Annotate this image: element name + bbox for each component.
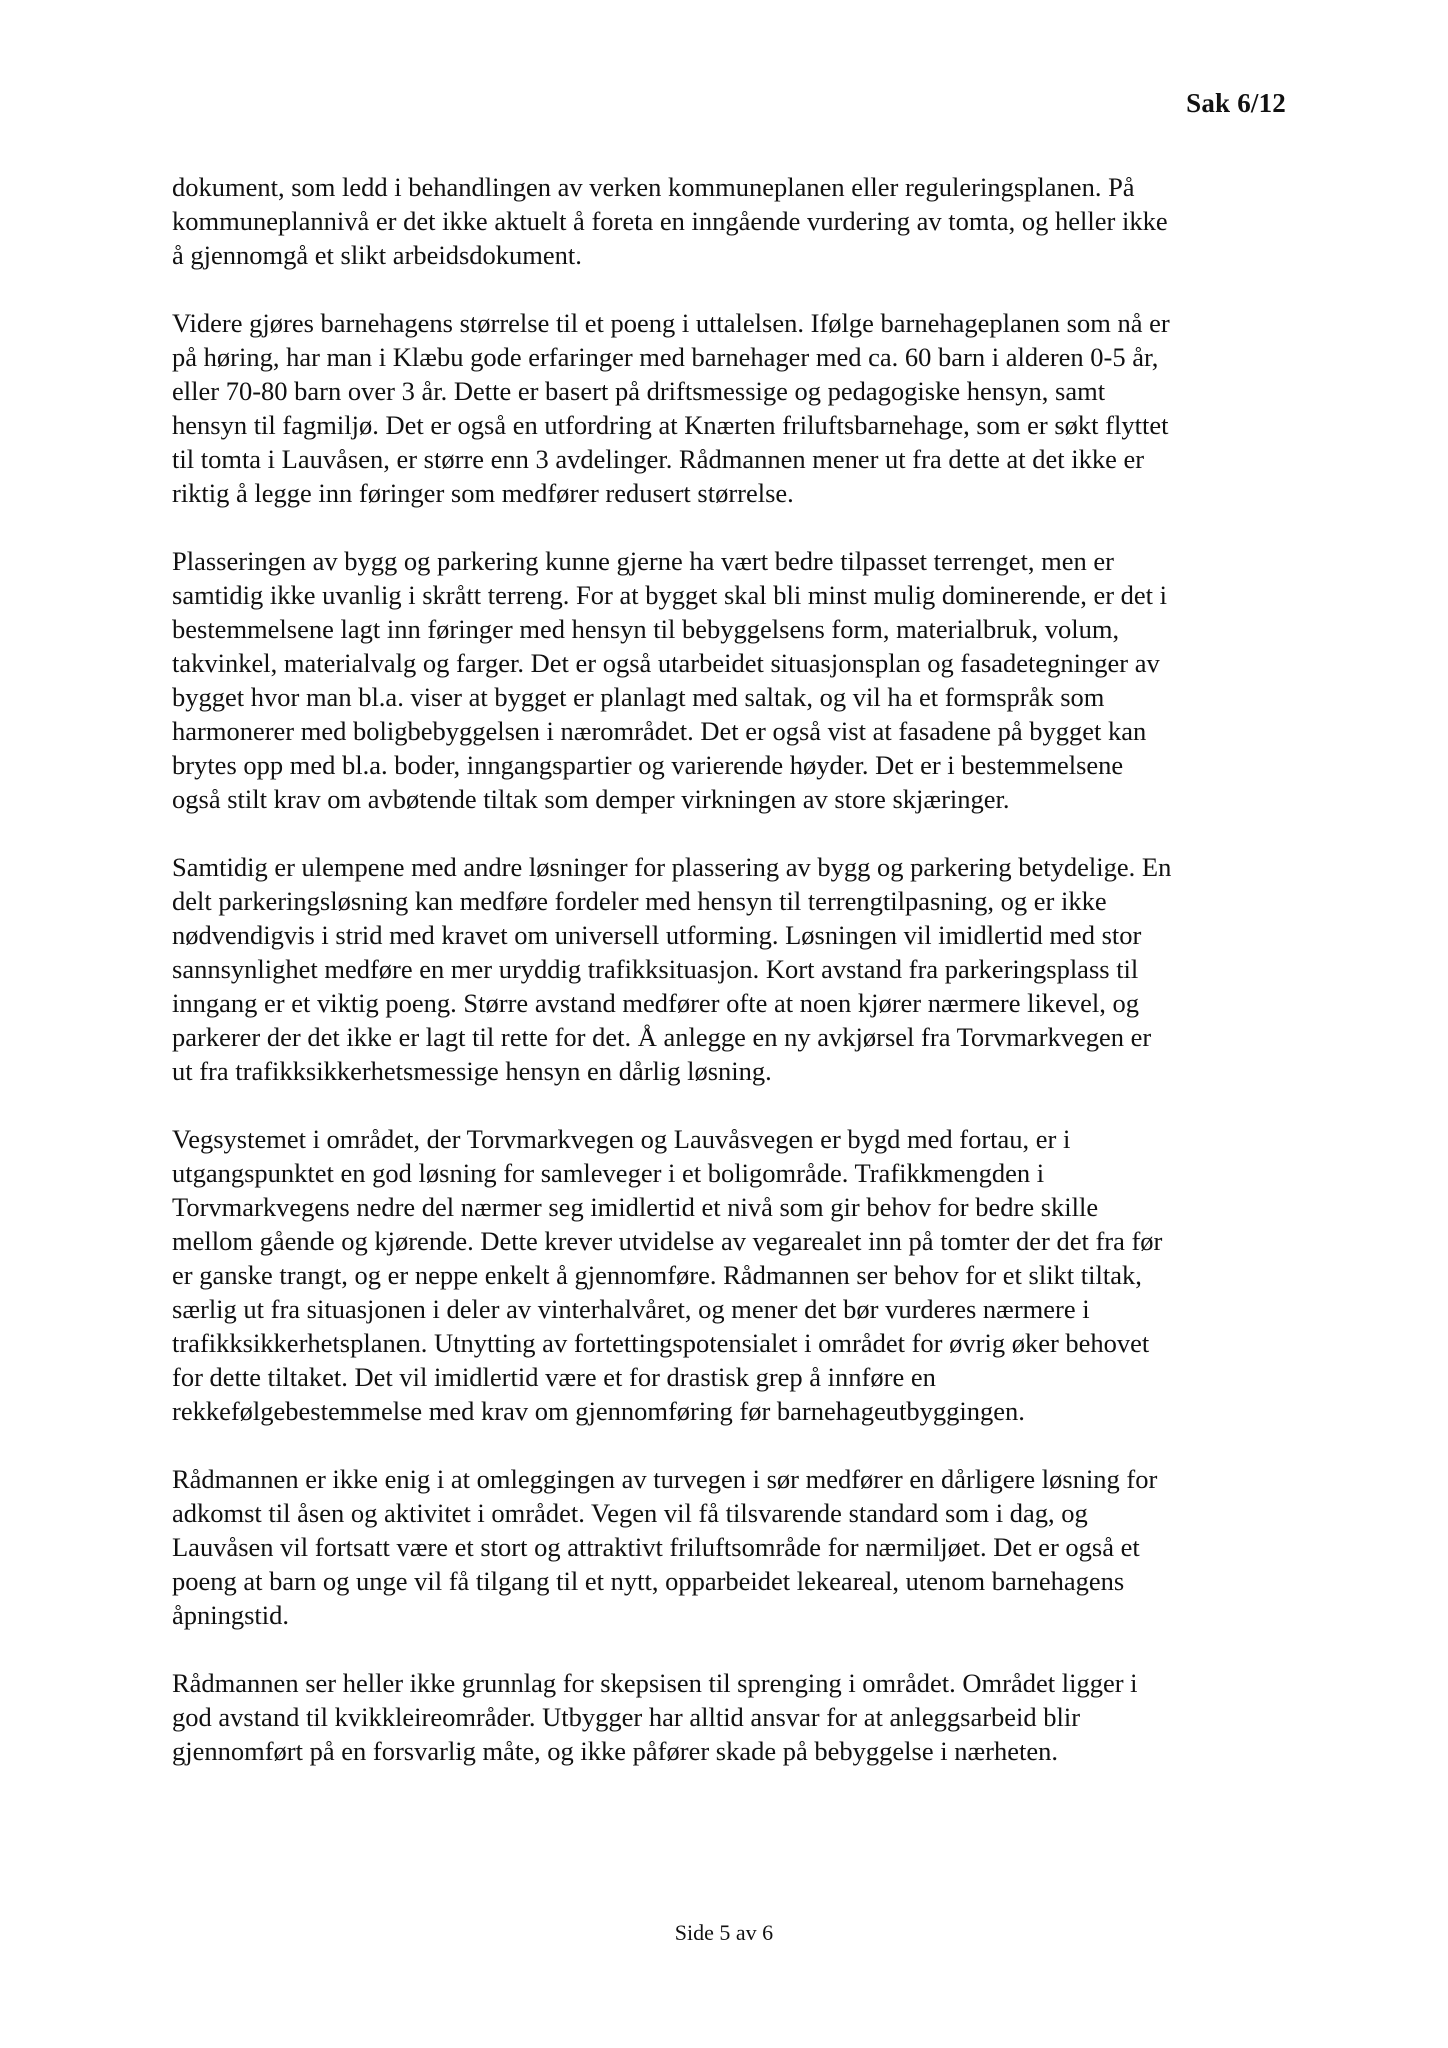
- paragraph: [172, 850, 1290, 1088]
- text-line: Samtidig er ulempene med andre løsninger for plassering av bygg og parkering betydelige. En: [172, 852, 1172, 882]
- text-line: takvinkel, materialvalg og farger. Det er også utarbeidet situasjonsplan og fasadetegninger av: [172, 648, 1160, 678]
- paragraph: [172, 544, 1290, 816]
- text-line: mellom gående og kjørende. Dette krever utvidelse av vegarealet inn på tomter der det fra før: [172, 1226, 1163, 1256]
- text-line: adkomst til åsen og aktivitet i området. Vegen vil få tilsvarende standard som i dag, og: [172, 1498, 1088, 1528]
- paragraph: [172, 1666, 1290, 1768]
- text-line: Torvmarkvegens nedre del nærmer seg imidlertid et nivå som gir behov for bedre skille: [172, 1192, 1099, 1222]
- paragraph: [172, 1122, 1290, 1428]
- text-line: rekkefølgebestemmelse med krav om gjennomføring før barnehageutbyggingen.: [172, 1396, 1025, 1426]
- text-line: på høring, har man i Klæbu gode erfaringer med barnehager med ca. 60 barn i alderen 0-5 år,: [172, 342, 1159, 372]
- text-line: å gjennomgå et slikt arbeidsdokument.: [172, 240, 582, 270]
- paragraph: [172, 1462, 1290, 1632]
- text-line: dokument, som ledd i behandlingen av verken kommuneplanen eller reguleringsplanen. På: [172, 172, 1135, 202]
- text-line: parkerer der det ikke er lagt til rette for det. Å anlegge en ny avkjørsel fra Torvmarkvegen er: [172, 1022, 1152, 1052]
- text-line: gjennomført på en forsvarlig måte, og ikke påfører skade på bebyggelse i nærheten.: [172, 1736, 1058, 1766]
- paragraph: [172, 306, 1290, 510]
- text-line: også stilt krav om avbøtende tiltak som demper virkningen av store skjæringer.: [172, 784, 1010, 814]
- case-reference: Sak 6/12: [1186, 88, 1286, 118]
- text-line: nødvendigvis i strid med kravet om universell utforming. Løsningen vil imidlertid med stor: [172, 920, 1142, 950]
- text-line: er ganske trangt, og er neppe enkelt å gjennomføre. Rådmannen ser behov for et slikt tiltak,: [172, 1260, 1142, 1290]
- text-line: ut fra trafikksikkerhetsmessige hensyn en dårlig løsning.: [172, 1056, 772, 1086]
- text-line: Rådmannen ser heller ikke grunnlag for skepsisen til sprenging i området. Området ligger i: [172, 1668, 1138, 1698]
- text-line: trafikksikkerhetsplanen. Utnytting av fortettingspotensialet i området for øvrig øker behovet: [172, 1328, 1150, 1358]
- text-line: brytes opp med bl.a. boder, inngangspartier og varierende høyder. Det er i bestemmelsene: [172, 750, 1124, 780]
- page-number: Side 5 av 6: [674, 1920, 774, 1945]
- text-line: særlig ut fra situasjonen i deler av vinterhalvåret, og mener det bør vurderes nærmere i: [172, 1294, 1090, 1324]
- text-line: kommuneplannivå er det ikke aktuelt å foreta en inngående vurdering av tomta, og heller ikke: [172, 206, 1168, 236]
- text-line: poeng at barn og unge vil få tilgang til et nytt, opparbeidet lekeareal, utenom barnehagens: [172, 1566, 1125, 1596]
- text-line: Vegsystemet i området, der Torvmarkvegen og Lauvåsvegen er bygd med fortau, er i: [172, 1124, 1071, 1154]
- text-line: bygget hvor man bl.a. viser at bygget er planlagt med saltak, og vil ha et formspråk som: [172, 682, 1105, 712]
- text-line: åpningstid.: [172, 1600, 290, 1630]
- text-line: utgangspunktet en god løsning for samleveger i et boligområde. Trafikkmengden i: [172, 1158, 1045, 1188]
- text-line: Videre gjøres barnehagens størrelse til et poeng i uttalelsen. Ifølge barnehageplanen som nå er: [172, 308, 1170, 338]
- paragraph: [172, 170, 1290, 272]
- text-line: for dette tiltaket. Det vil imidlertid være et for drastisk grep å innføre en: [172, 1362, 936, 1392]
- text-line: hensyn til fagmiljø. Det er også en utfordring at Knærten friluftsbarnehage, som er søkt flyttet: [172, 410, 1169, 440]
- text-line: Lauvåsen vil fortsatt være et stort og attraktivt friluftsområde for nærmiljøet. Det er også et: [172, 1532, 1140, 1562]
- text-line: Plasseringen av bygg og parkering kunne gjerne ha vært bedre tilpasset terrenget, men er: [172, 546, 1114, 576]
- text-line: til tomta i Lauvåsen, er større enn 3 avdelinger. Rådmannen mener ut fra dette at det ikke er: [172, 444, 1145, 474]
- text-line: samtidig ikke uvanlig i skrått terreng. For at bygget skal bli minst mulig dominerende, er det i: [172, 580, 1168, 610]
- text-line: god avstand til kvikkleireområder. Utbygger har alltid ansvar for at anleggsarbeid blir: [172, 1702, 1081, 1732]
- text-line: sannsynlighet medføre en mer uryddig trafikksituasjon. Kort avstand fra parkeringsplass til: [172, 954, 1139, 984]
- text-line: delt parkeringsløsning kan medføre fordeler med hensyn til terrengtilpasning, og er ikke: [172, 886, 1107, 916]
- text-line: inngang er et viktig poeng. Større avstand medfører ofte at noen kjører nærmere likevel, og: [172, 988, 1139, 1018]
- text-line: eller 70-80 barn over 3 år. Dette er basert på driftsmessige og pedagogiske hensyn, samt: [172, 376, 1106, 406]
- text-line: harmonerer med boligbebyggelsen i nærområdet. Det er også vist at fasadene på bygget kan: [172, 716, 1147, 746]
- text-line: Rådmannen er ikke enig i at omleggingen av turvegen i sør medfører en dårligere løsning for: [172, 1464, 1158, 1494]
- text-line: riktig å legge inn føringer som medfører redusert størrelse.: [172, 478, 794, 508]
- text-line: bestemmelsene lagt inn føringer med hensyn til bebyggelsens form, materialbruk, volum,: [172, 614, 1120, 644]
- document-body: [172, 170, 1290, 1802]
